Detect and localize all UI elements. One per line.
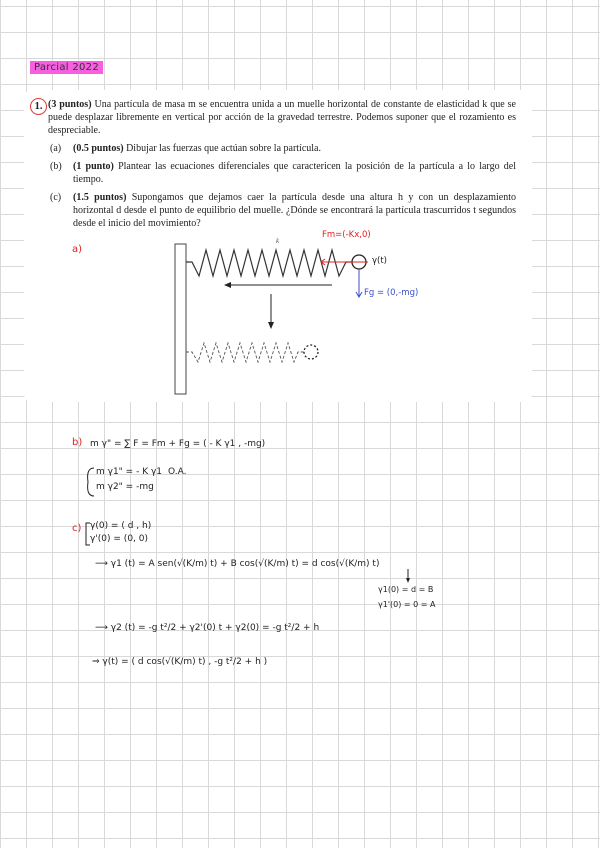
b-system-brace (88, 468, 94, 496)
part-b-text: Plantear las ecuaciones diferenciales que caractericen la posición de la partícula a lo largo del tiempo. (73, 161, 517, 185)
b-note: O.A. (168, 467, 187, 477)
part-a-text: Dibujar las fuerzas que actúan sobre la partícula. (126, 143, 321, 154)
part-c-label: (c) (50, 192, 62, 203)
part-c-answer-label: c) (72, 523, 82, 534)
position-label: γ(t) (372, 256, 387, 266)
b-equation-2: m γ2" = -mg (96, 482, 154, 492)
gamma2-solution: ⟶ γ2 (t) = -g t²/2 + γ2'(0) t + γ2(0) = -g t²/2 + h (95, 623, 320, 633)
part-a-answer-label: a) (72, 244, 83, 255)
condition-2: γ1'(0) = 0 = A (378, 600, 436, 609)
gravity-force-label: Fg = (0,-mg) (364, 288, 419, 298)
part-a-label: (a) (50, 143, 62, 154)
final-solution: ⇒ γ(t) = ( d cos(√(K/m) t) , -g t²/2 + h ) (92, 657, 268, 667)
part-b-label: (b) (50, 161, 62, 172)
substitution-arrowhead (406, 578, 410, 583)
part-a-points: (0.5 puntos) (73, 143, 124, 154)
spring-force-label: Fm=(-Kx,0) (322, 230, 371, 240)
part-b-answer-label: b) (72, 437, 83, 448)
page-heading: Parcial 2022 (30, 61, 103, 74)
newton-equation: m γ" = ∑ F = Fm + Fg = ( - K γ1 , -mg) (90, 439, 266, 449)
condition-1: γ1(0) = d = B (378, 585, 434, 594)
spring-constant-label: k (276, 237, 280, 245)
problem-points: (3 puntos) (48, 99, 92, 110)
initial-position: γ(0) = ( d , h) (90, 521, 152, 531)
part-c-points: (1.5 puntos) (73, 192, 127, 203)
b-equation-1: m γ1" = - K γ1 (96, 467, 163, 477)
problem-text: Una partícula de masa m se encuentra unida a un muelle horizontal de constante de elasticidad k que se puede desplazar libremente en vertical por acción de la gravedad terrestre. Podemos suponer que el rozamiento es despreciable. (48, 99, 516, 136)
part-b-points: (1 punto) (73, 161, 114, 172)
part-c-text: Supongamos que dejamos caer la partícula desde una altura h y con un desplazamiento horizontal d desde el punto de equilibrio del muelle. ¿Dónde se encontrará la partícula trascurridos t segundos desde el inicio del movimiento? (73, 192, 516, 229)
gamma1-solution: ⟶ γ1 (t) = A sen(√(K/m) t) + B cos(√(K/m) t) = d cos(√(K/m) t) (95, 559, 380, 569)
initial-velocity: γ'(0) = (0, 0) (90, 534, 149, 544)
question-number: 1. (30, 98, 47, 115)
